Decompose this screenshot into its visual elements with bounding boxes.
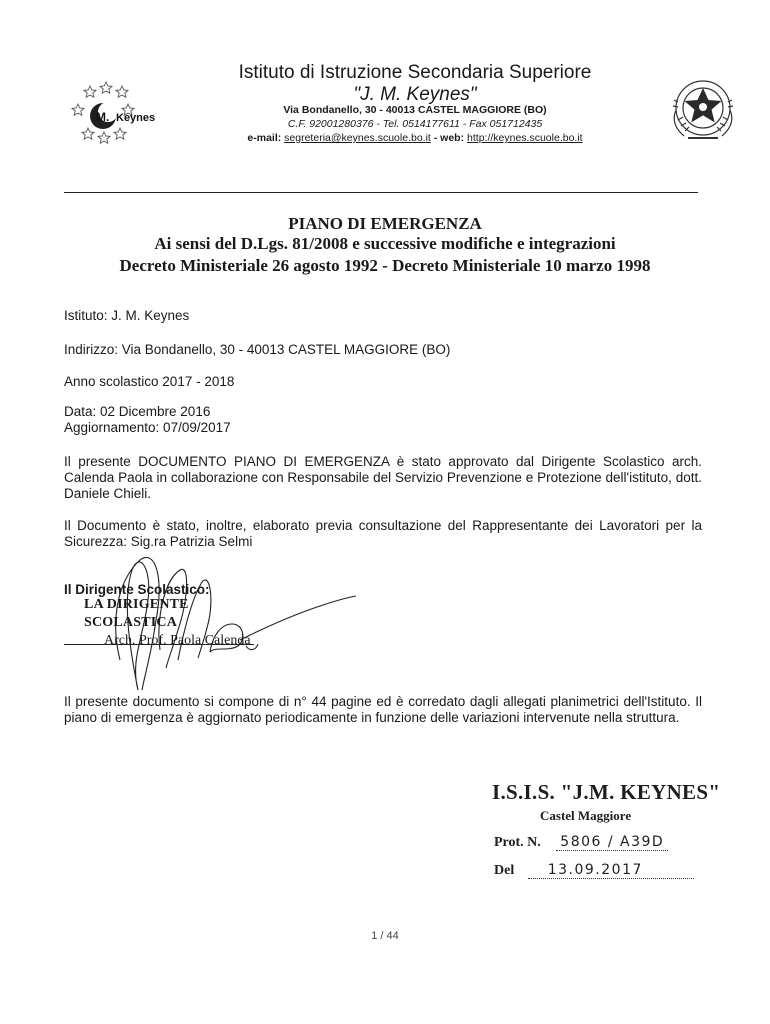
institute-title: Istituto di Istruzione Secondaria Superiore xyxy=(238,62,592,83)
school-logo xyxy=(70,76,180,150)
document-subtitle-decrees: Decreto Ministeriale 26 agosto 1992 - Decreto Ministeriale 10 marzo 1998 xyxy=(119,256,651,275)
info-anno-scolastico: Anno scolastico 2017 - 2018 xyxy=(64,374,235,389)
protocol-stamp-place: Castel Maggiore xyxy=(540,808,632,823)
info-indirizzo: Indirizzo: Via Bondanello, 30 - 40013 CASTEL MAGGIORE (BO) xyxy=(64,342,451,357)
paragraph-approvazione: Il presente DOCUMENTO PIANO DI EMERGENZA è stato approvato dal Dirigente Scolastico arch. Calenda Paola in collaborazione con Responsabile del Servizio Prevenzione e Protezione dell'istituto, dott. Daniele Chieli. xyxy=(64,454,702,501)
institute-email-web xyxy=(195,132,635,144)
paragraph-composizione: Il presente documento si compone di n° 44 pagine ed è corredato dagli allegati planimetrici dell'Istituto. Il piano di emergenza è aggiornato periodicamente in funzione delle variazioni intervenute nella struttura. xyxy=(64,694,702,725)
institute-address: Via Bondanello, 30 - 40013 CASTEL MAGGIORE (BO) xyxy=(283,104,547,116)
web-label: - web: xyxy=(433,132,465,144)
paragraph-consultazione: Il Documento è stato, inoltre, elaborato previa consultazione del Rappresentante dei Lavoratori per la Sicurezza: Sig.ra Patrizia Selmi xyxy=(64,518,702,549)
institute-name: "J. M. Keynes" xyxy=(353,84,477,105)
protocol-number-value: 5806 / A39D xyxy=(556,834,668,851)
document-title: PIANO DI EMERGENZA xyxy=(288,214,482,233)
protocol-number-row xyxy=(494,834,668,851)
emblem-of-italy xyxy=(666,76,740,144)
protocol-date-label: Del xyxy=(494,863,515,878)
protocol-stamp-school: I.S.I.S. "J.M. KEYNES" xyxy=(492,780,721,804)
info-aggiornamento: Aggiornamento: 07/09/2017 xyxy=(64,420,231,435)
web-link[interactable]: http://keynes.scuole.bo.it xyxy=(467,132,583,144)
svg-text:Keynes: Keynes xyxy=(116,112,156,124)
protocol-number-label: Prot. N. xyxy=(494,835,541,850)
signature-stamp xyxy=(84,596,284,650)
info-data: Data: 02 Dicembre 2016 xyxy=(64,404,211,419)
email-label: e-mail: xyxy=(247,132,282,144)
emblem-icon xyxy=(666,76,740,144)
signature-stamp-title: LA DIRIGENTE SCOLASTICA xyxy=(84,597,189,630)
protocol-date-value: 13.09.2017 xyxy=(528,862,694,879)
email-link[interactable]: segreteria@keynes.scuole.bo.it xyxy=(284,132,431,144)
svg-text:M.: M. xyxy=(96,110,110,124)
signature-line xyxy=(64,644,254,645)
page-number: 1 / 44 xyxy=(371,930,399,942)
school-logo-icon xyxy=(70,76,180,150)
signature-stamp-name: Arch. Prof. Paola Calenda xyxy=(104,633,251,648)
info-istituto: Istituto: J. M. Keynes xyxy=(64,308,190,323)
signature-label: Il Dirigente Scolastico: xyxy=(64,582,210,597)
protocol-date-row xyxy=(494,862,694,879)
document-subtitle-law: Ai sensi del D.Lgs. 81/2008 e successive modifiche e integrazioni xyxy=(154,234,616,253)
institute-contacts: C.F. 92001280376 - Tel. 0514177611 - Fax 051712435 xyxy=(287,118,543,130)
header-divider xyxy=(64,192,698,193)
